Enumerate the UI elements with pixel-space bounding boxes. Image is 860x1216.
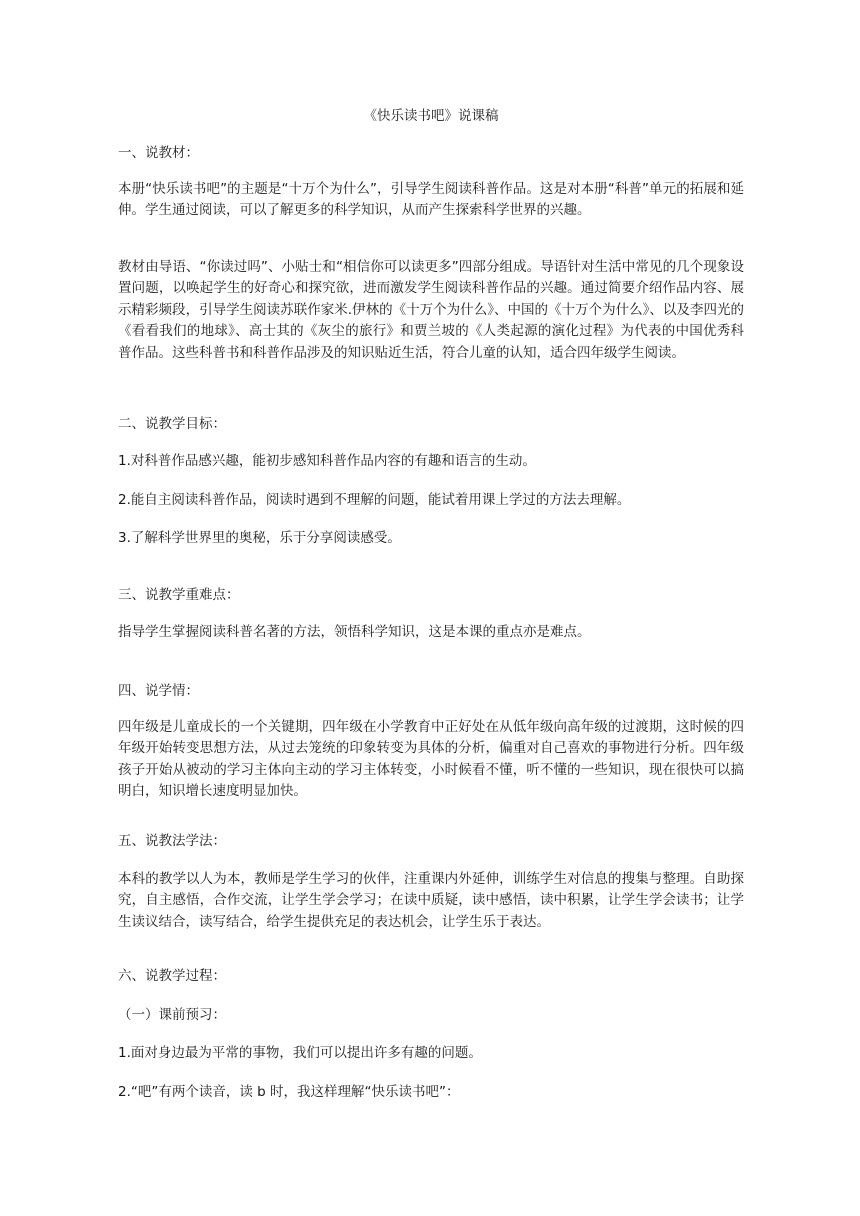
section-heading-teaching-goals: 二、说教学目标： <box>118 416 226 432</box>
paragraph-key-points: 指导学生掌握阅读科普名著的方法，领悟科学知识，这是本课的重点亦是难点。 <box>118 624 591 640</box>
subheading-preview: （一）课前预习： <box>118 1007 226 1023</box>
goal-item-1: 1.对科普作品感兴趣，能初步感知科普作品内容的有趣和语言的生动。 <box>118 453 536 469</box>
section-heading-process: 六、说教学过程： <box>118 968 226 984</box>
goal-item-3: 3.了解科学世界里的奥秘，乐于分享阅读感受。 <box>118 530 401 546</box>
paragraph-student-situation: 四年级是儿童成长的一个关键期，四年级在小学教育中正好处在从低年级向高年级的过渡期，这时候的四年级开始转变思想方法，从过去笼统的印象转变为具体的分析，偏重对自己喜欢的事物进行分析。四年级孩子开始从被动的学习主体向主动的学习主体转变，小时候看不懂，听不懂的一些知识，现在很快可以搞明白，知识增长速度明显加快。 <box>118 719 744 800</box>
section-heading-key-points: 三、说教学重难点： <box>118 587 240 603</box>
section-heading-student-situation: 四、说学情： <box>118 683 199 699</box>
section-heading-teaching-material: 一、说教材： <box>118 145 199 161</box>
process-item-1: 1.面对身边最为平常的事物，我们可以提出许多有趣的问题。 <box>118 1045 482 1061</box>
section-heading-methods: 五、说教法学法： <box>118 833 226 849</box>
document-title: 《快乐读书吧》说课稿 <box>363 108 499 124</box>
paragraph-theme: 本册“快乐读书吧”的主题是“十万个为什么”，引导学生阅读科普作品。这是对本册“科普”单元的拓展和延伸。学生通过阅读，可以了解更多的科学知识，从而产生探索科学世界的兴趣。 <box>118 181 744 219</box>
process-item-2: 2.“吧”有两个读音，读 b 时，我这样理解“快乐读书吧”： <box>118 1084 460 1100</box>
goal-item-2: 2.能自主阅读科普作品，阅读时遇到不理解的问题，能试着用课上学过的方法去理解。 <box>118 492 631 508</box>
paragraph-textbook-structure: 教材由导语、“你读过吗”、小贴士和“相信你可以读更多”四部分组成。导语针对生活中常见的几个现象设置问题，以唤起学生的好奇心和探究欲，进而激发学生阅读科普作品的兴趣。通过简要介绍作品内容、展示精彩频段，引导学生阅读苏联作家米.伊林的《十万个为什么》、中国的《十万个为什么》、以及李四光的《看看我们的地球》、高士其的《灰尘的旅行》和贾兰坡的《人类起源的演化过程》为代表的中国优秀科普作品。这些科普书和科普作品涉及的知识贴近生活，符合儿童的认知，适合四年级学生阅读。 <box>118 259 744 361</box>
paragraph-methods: 本科的教学以人为本，教师是学生学习的伙伴，注重课内外延伸，训练学生对信息的搜集与整理。自助探究，自主感悟，合作交流，让学生学会学习；在读中质疑，读中感悟，读中积累，让学生学会读书；让学生读议结合，读写结合，给学生提供充足的表达机会，让学生乐于表达。 <box>118 871 744 930</box>
